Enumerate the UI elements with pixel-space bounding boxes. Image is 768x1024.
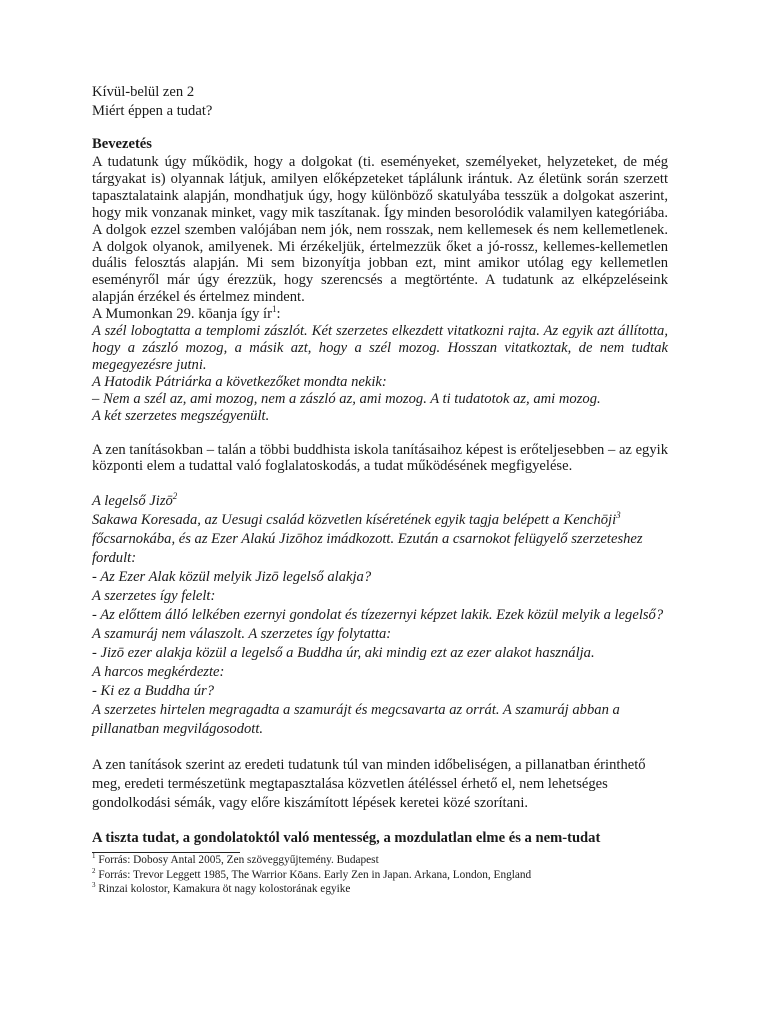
story-line: - Jizō ezer alakja közül a legelső a Buddha úr, aki mindig ezt az ezer alakot használja. (92, 645, 595, 662)
story-line: A szerzetes hirtelen megragadta a szamurájt és megcsavarta az orrát. A szamuráj abban a pillanatban megvilágosodott. (92, 702, 620, 738)
story-paragraph: Sakawa Koresada, az Uesugi család közvetlen kíséretének egyik tagja belépett a Kenchōji$^3$ főcsarnokába, és az Ezer Alakú Jizōhoz imádkozott. Ezután a csarnokot felügyelő szerzeteshez fordult: (92, 510, 643, 567)
footnote: $^2$ Forrás: Trevor Leggett 1985, The Warrior Kōans. Early Zen in Japan. Arkana, London, England (92, 867, 532, 881)
story-line: - Ki ez a Buddha úr? (92, 683, 215, 700)
footnote: $^1$ Forrás: Dobosy Antal 2005, Zen szöveggyűjtemény. Budapest (92, 852, 379, 867)
koan-line: A két szerzetes megszégyenült. (92, 407, 270, 424)
spacer (92, 739, 668, 756)
intro-heading: Bevezetés (92, 136, 152, 152)
footnote-ref-3: 3 (616, 510, 621, 521)
koan-line: – Nem a szél az, ami mozog, nem a zászló az, ami mozog. A ti tudatotok az, ami mozog. (92, 390, 601, 407)
story-line: A szerzetes így felelt: (92, 588, 216, 605)
zen-paragraph: A zen tanításokban – talán a többi buddhista iskola tanításaihoz képest is erőteljesebben – az egyik központi elem a tudattal való foglalatoskodás, a tudat működésének megfigyelése. (92, 441, 668, 475)
footnote: $^3$ Rinzai kolostor, Kamakura öt nagy kolostorának egyike (92, 881, 351, 896)
story-line: A harcos megkérdezte: (92, 664, 225, 681)
story-line: - Az előttem álló lelkében ezernyi gondolat és tízezernyi képzet lakik. Ezek közül melyik a legelső? (92, 607, 664, 624)
footnote-ref-1: 1 (271, 304, 277, 315)
story-line: A szamuráj nem válaszolt. A szerzetes így folytatta: (92, 626, 392, 643)
spacer (92, 475, 668, 492)
koan-line: A Hatodik Pátriárka a következőket mondta nekik: (92, 373, 387, 390)
spacer (92, 425, 668, 442)
intro-paragraph: A tudatunk úgy működik, hogy a dolgokat (ti. eseményeket, személyeket, helyzeteket, de még tárgyakat is) olyannak látjuk, amilyen előképzeteket táplálunk irántuk. Az életünk során szerzett tapasztalataink alapján, mondhatjuk úgy, hogy különböző skatulyába tesszük a dolgokat aszerint, hogy mik vonzanak minket, vagy mik taszítanak. Így minden besorolódik valamilyen kategóriába. A dolgok ezzel szemben valójában nem jók, nem rosszak, nem kellemesek és nem kellemetlenek. A dolgok olyanok, amilyenek. Mi érzékeljük, értelmezzük őket a jó-rossz, kellemes-kellemetlen duális felosztás alapján. Mi sem bizonyítja jobban ezt, mint amikor utólag egy kellemetlen eseményről már úgy érezzük, hogy szerencsés a megtörténte. A tudatunk az elképzeléseink alapján érzékel és értelmez mindent. (92, 154, 668, 306)
document-subtitle: Miért éppen a tudat? (92, 103, 213, 119)
mumonkan-intro: A Mumonkan 29. kōanja így $ír^1$: (92, 304, 281, 323)
story-line: - Az Ezer Alak közül melyik Jizō legelső alakja? (92, 569, 372, 586)
document-title: Kívül-belül zen 2 (92, 84, 195, 100)
koan-line: A szél lobogtatta a templomi zászlót. Két szerzetes elkezdett vitatkozni rajta. Az egyik azt állította, hogy a zászló mozog, a másik azt, hogy a szél mozog. Hosszan vitatkoztak, de nem tudtak megegyezésre jutni. (92, 323, 668, 373)
closing-paragraph: A zen tanítások szerint az eredeti tudatunk túl van minden időbeliségen, a pillanatban érinthető meg, eredeti természetünk megtapasztalása közvetlen átéléssel érhető el, nem lehetséges gondolkodási sémák, vagy előre kiszámított lépések keretei közé szorítani. (92, 757, 646, 812)
story-title: A legelső Jizō$^2$ (92, 491, 178, 510)
footnote-ref-2: 2 (172, 491, 178, 502)
section-heading: A tiszta tudat, a gondolatoktól való mentesség, a mozdulatlan elme és a nem-tudat (92, 830, 601, 847)
